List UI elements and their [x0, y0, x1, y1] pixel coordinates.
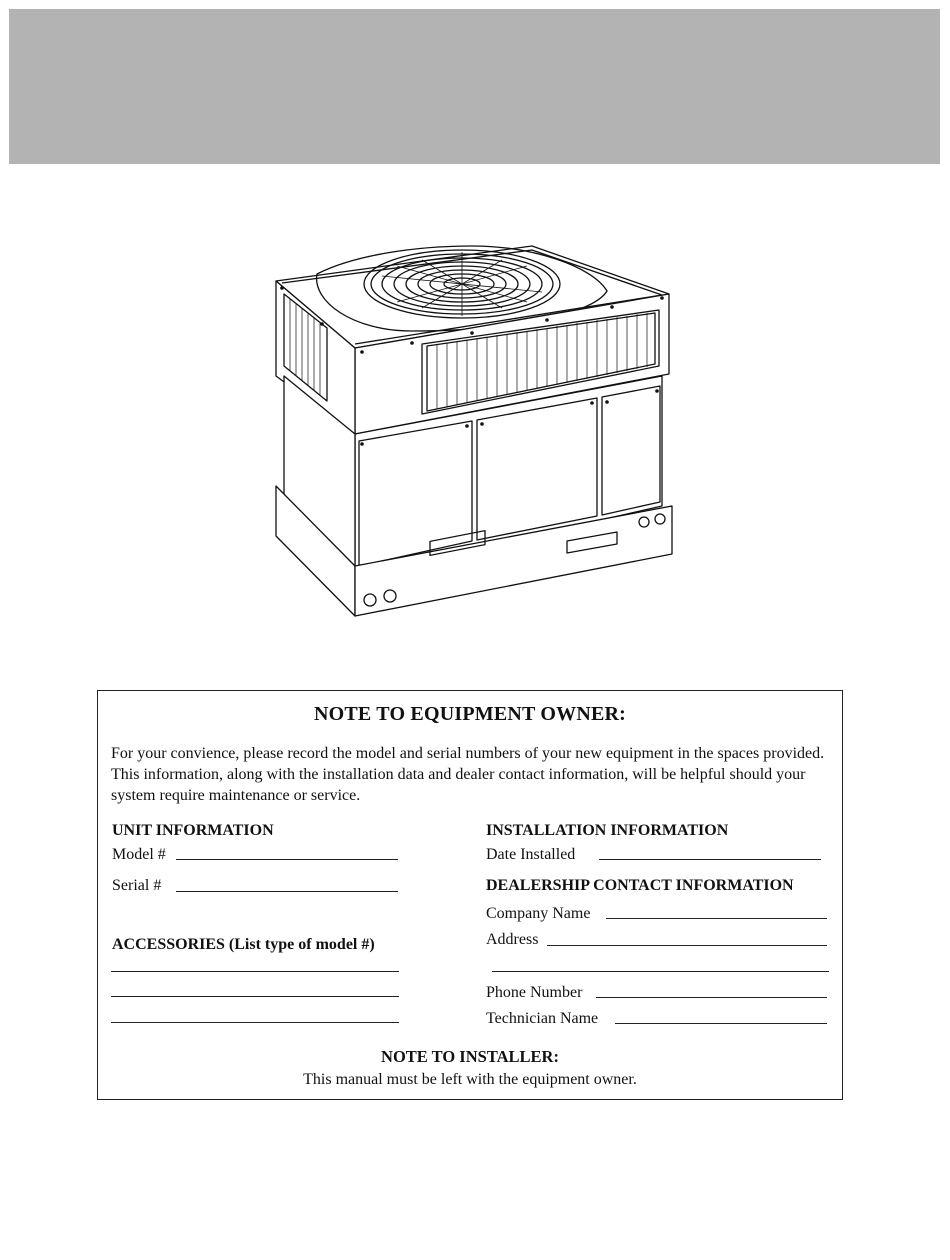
- installer-note-title: NOTE TO INSTALLER:: [381, 1047, 559, 1066]
- company-name-label: Company Name: [486, 905, 591, 922]
- accessories-heading: ACCESSORIES (List type of model #): [112, 936, 375, 953]
- accessory-line-3[interactable]: [111, 1022, 399, 1023]
- company-name-field-line[interactable]: [606, 918, 827, 919]
- address-field-line-1[interactable]: [547, 945, 827, 946]
- owner-note-intro: For your convience, please record the model and serial numbers of your new equipment in the spaces provided. This information, along with the installation data and dealer contact information, will be helpful should your system require maintenance or service.: [111, 745, 825, 804]
- installation-info-heading: INSTALLATION INFORMATION: [486, 822, 729, 839]
- phone-number-field-line[interactable]: [596, 997, 827, 998]
- address-label: Address: [486, 931, 539, 948]
- serial-label: Serial #: [112, 877, 162, 894]
- accessory-line-2[interactable]: [111, 996, 399, 997]
- ac-unit-illustration: [262, 236, 682, 626]
- model-field-line[interactable]: [176, 859, 398, 860]
- technician-name-field-line[interactable]: [615, 1023, 827, 1024]
- serial-field-line[interactable]: [176, 891, 398, 892]
- owner-note-box: [97, 690, 843, 1100]
- address-field-line-2[interactable]: [492, 971, 829, 972]
- technician-name-label: Technician Name: [486, 1010, 599, 1027]
- accessory-line-1[interactable]: [111, 971, 399, 972]
- installer-note-text: This manual must be left with the equipment owner.: [303, 1071, 637, 1088]
- dealership-heading: DEALERSHIP CONTACT INFORMATION: [486, 877, 794, 894]
- date-installed-field-line[interactable]: [599, 859, 821, 860]
- phone-number-label: Phone Number: [486, 984, 583, 1001]
- owner-note-title: NOTE TO EQUIPMENT OWNER:: [313, 703, 627, 725]
- date-installed-label: Date Installed: [486, 846, 576, 863]
- header-band: [9, 9, 940, 164]
- model-label: Model #: [112, 846, 166, 863]
- unit-info-heading: UNIT INFORMATION: [112, 822, 274, 839]
